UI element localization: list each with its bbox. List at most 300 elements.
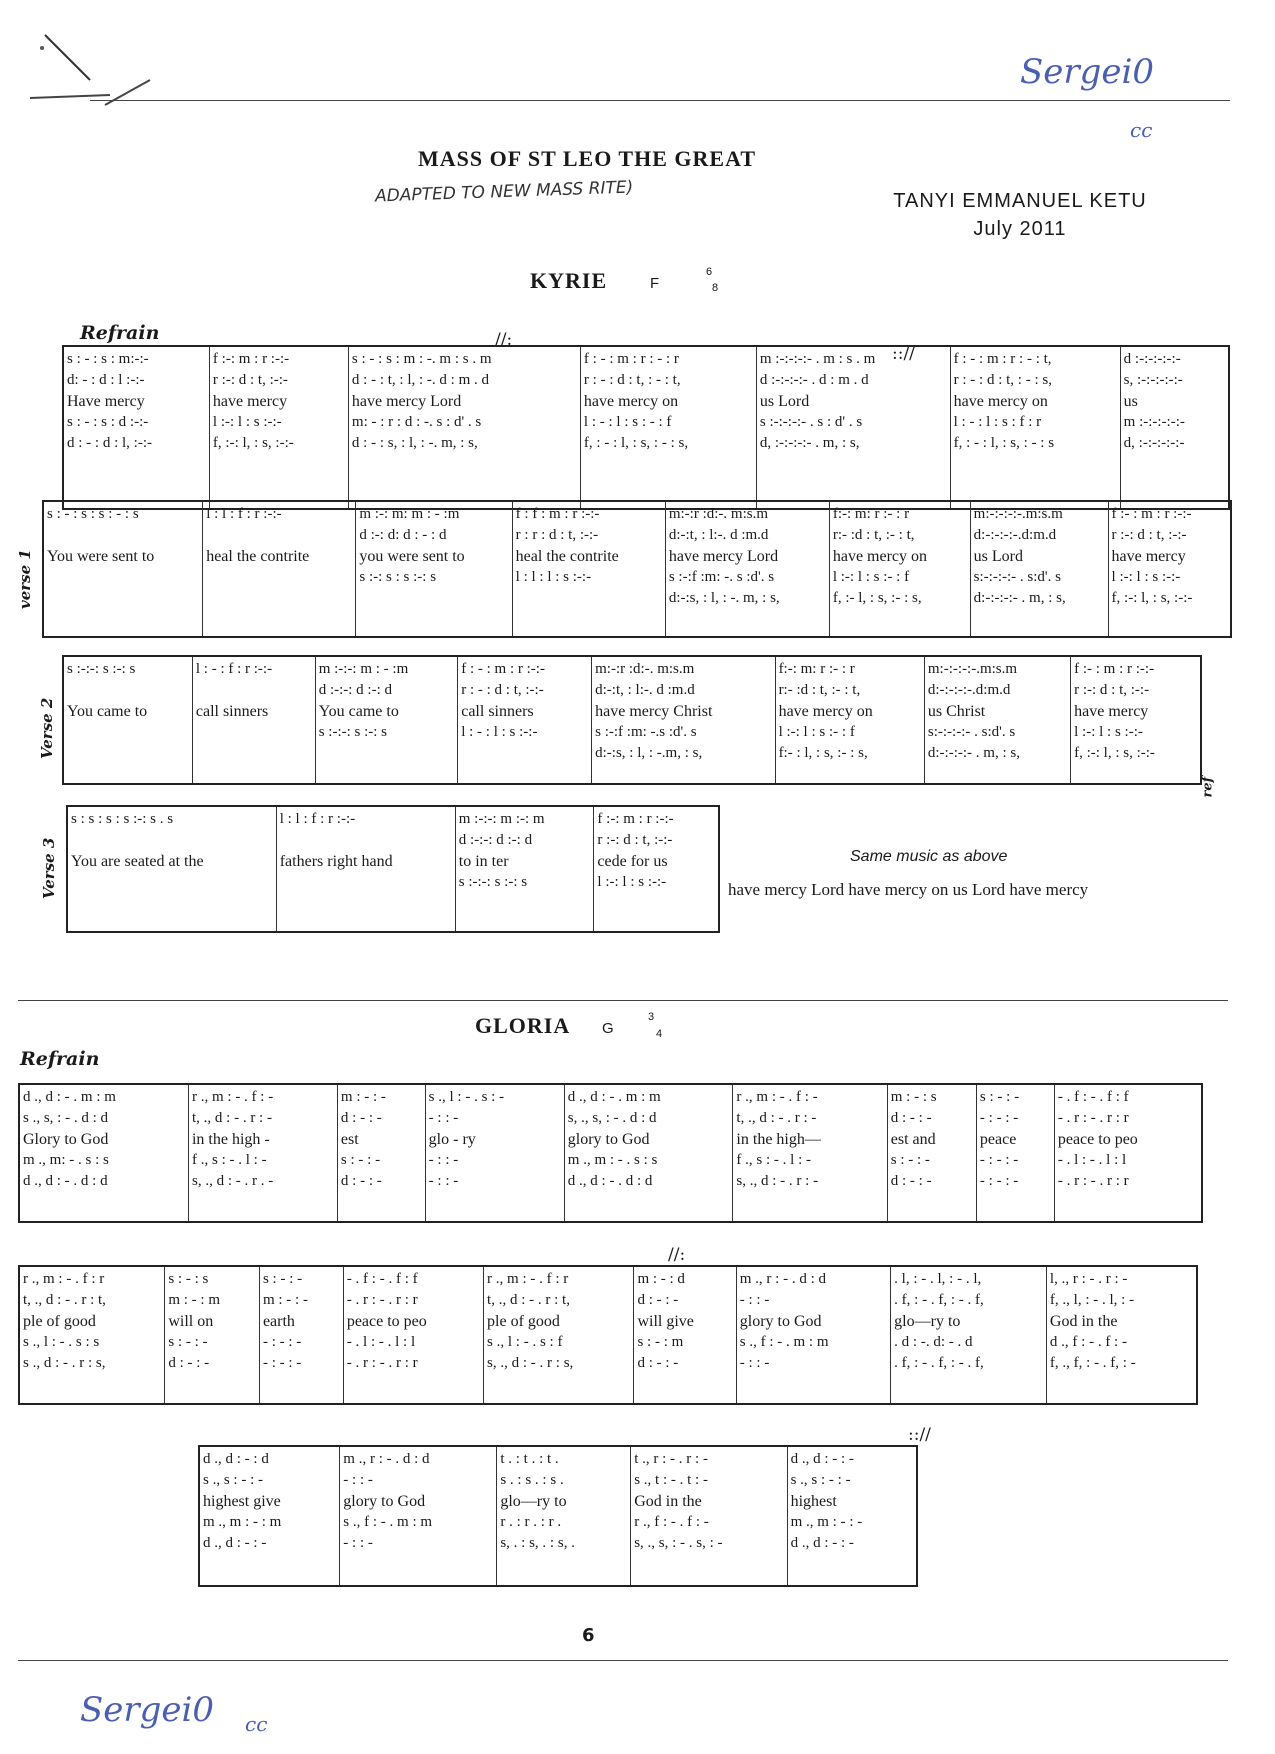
solfa-line: m :-:-: m : - :m <box>318 661 409 677</box>
measure-cell <box>950 346 1120 509</box>
same-music-note: Same music as above <box>850 848 1008 865</box>
solfa-line: d : - : - <box>340 1110 382 1126</box>
table-row <box>19 1084 1202 1222</box>
solfa-line: d :-:-:-:- . d : m . d <box>759 372 869 388</box>
solfa-line: s ., l : - . s : f <box>487 1334 563 1350</box>
gloria-row-2-table <box>18 1265 1198 1405</box>
solfa-line: d ., d : - : - <box>790 1451 854 1467</box>
solfa-line: - . f : - . f : f <box>346 1271 418 1287</box>
measure-cell <box>63 656 192 784</box>
lyric-line: glo—ry to <box>500 1493 567 1510</box>
solfa-line: r:- :d : t, :- : t, <box>778 682 861 698</box>
solfa-line: l :-: l : s :-:- <box>212 414 282 430</box>
measure-cell <box>356 501 512 637</box>
solfa-line: s :-:-: s :-: s <box>458 874 528 890</box>
solfa-line: d : - : - <box>637 1355 679 1371</box>
solfa-line: s ., d : - . r : s, <box>23 1355 106 1371</box>
solfa-line: m :-:-:-:- . m : s . m <box>759 351 876 367</box>
measure-cell <box>594 806 719 932</box>
measure-cell <box>1046 1266 1197 1404</box>
solfa-line: d : - : - <box>340 1173 382 1189</box>
solfa-line: m : - : - <box>262 1292 308 1308</box>
verse-1-label: verse 1 <box>16 549 34 609</box>
solfa-line: . f, : - . f, : - . f, <box>894 1292 984 1308</box>
solfa-line: r:- :d : t, :- : t, <box>832 527 915 543</box>
measure-cell <box>887 1084 976 1222</box>
solfa-line: s ., s : - : - <box>203 1472 263 1488</box>
solfa-line: - : - : - <box>262 1334 302 1350</box>
table-row <box>63 346 1229 509</box>
solfa-line: d ., d : - . d : d <box>567 1173 653 1189</box>
solfa-line: - : : - <box>428 1173 459 1189</box>
kyrie-repeat-end: ::// <box>892 344 915 364</box>
solfa-line: m:-:-:-:-.m:s.m <box>973 506 1063 522</box>
lyric-line: est and <box>890 1131 936 1148</box>
gloria-repeat-start: //: <box>668 1245 686 1265</box>
solfa-line: t, ., d : - . r : t, <box>23 1292 106 1308</box>
measure-cell <box>829 501 970 637</box>
solfa-line: d ., d : - : - <box>790 1535 854 1551</box>
solfa-line: r ., m : - . f : - <box>736 1089 818 1105</box>
kyrie-time-top: 6 <box>706 266 713 278</box>
measure-cell <box>1054 1084 1202 1222</box>
lyric-line: glory to God <box>343 1493 426 1510</box>
solfa-line: f, ., l, : - . l, : - <box>1049 1292 1135 1308</box>
solfa-line: d ., d : - : d <box>203 1451 269 1467</box>
measure-cell <box>337 1084 425 1222</box>
solfa-line: s : s : s : s :-: s . s <box>71 811 174 827</box>
solfa-line: l :-: l : s :- : f <box>832 569 910 585</box>
measure-cell <box>631 1446 787 1586</box>
solfa-line <box>280 872 452 893</box>
solfa-line <box>359 588 508 609</box>
solfa-line: m ., m : - : m <box>203 1514 282 1530</box>
lyric-line: glory to God <box>739 1313 822 1330</box>
gloria-time-top: 3 <box>648 1011 655 1023</box>
solfa-line <box>196 722 312 743</box>
measure-cell <box>343 1266 483 1404</box>
kyrie-title: KYRIE <box>530 268 608 293</box>
solfa-line: s, ., d : - . r . - <box>191 1173 274 1189</box>
solfa-line: s, ., s, : - . s, : - <box>634 1535 723 1551</box>
solfa-line: f, : - : l, : s, : - : s, <box>583 435 689 451</box>
lyric-line: God in the <box>634 1493 702 1510</box>
solfa-line: d : - : d : l, :-:- <box>67 435 152 451</box>
measure-cell <box>63 346 209 509</box>
measure-cell <box>67 806 276 932</box>
gloria-repeat-end: ::// <box>908 1425 931 1445</box>
solfa-line: d: - : d : l :-:- <box>67 372 145 388</box>
measure-cell <box>580 346 756 509</box>
solfa-line: r ., m : - . f : - <box>191 1089 274 1105</box>
kyrie-key: F <box>650 275 660 292</box>
lyric-line: in the high— <box>736 1131 821 1148</box>
lyric-line: in the high - <box>191 1131 270 1148</box>
verse-2-ref-note: ref <box>1200 776 1216 798</box>
lyric-line: have mercy on <box>778 703 873 720</box>
measure-cell <box>497 1446 631 1586</box>
solfa-line: f, :- l, : s, :- : s, <box>832 590 922 606</box>
handwritten-subtitle: ADAPTED TO NEW MASS RITE) <box>374 177 634 207</box>
lyric-line: Have mercy <box>67 393 145 410</box>
measure-cell <box>19 1084 188 1222</box>
kyrie-refrain-table <box>62 345 1230 510</box>
solfa-line <box>196 680 312 701</box>
solfa-line: s : - : - <box>168 1334 208 1350</box>
solfa-line: s : - : - <box>890 1152 930 1168</box>
solfa-line: - . r : - . r : r <box>1057 1173 1129 1189</box>
author-name: TANYI EMMANUEL KETU <box>893 190 1147 212</box>
lyric-line: cede for us <box>597 853 668 870</box>
solfa-line: s :-:f :m: -. s :d'. s <box>668 569 775 585</box>
measure-cell <box>19 1266 165 1404</box>
lyric-line: you were sent to <box>359 548 465 565</box>
lyric-line: glo—ry to <box>894 1313 961 1330</box>
solfa-line: r :-: d : t, :-:- <box>212 372 288 388</box>
measure-cell <box>259 1266 343 1404</box>
kyrie-refrain-label: Refrain <box>80 322 160 344</box>
solfa-line: s : - : s : s : - : s <box>47 506 139 522</box>
solfa-line: f :- : m : r :-:- <box>1111 506 1192 522</box>
scan-marks <box>20 20 170 120</box>
gloria-refrain-label: Refrain <box>20 1048 100 1070</box>
solfa-line <box>71 872 273 893</box>
solfa-line: t, ., d : - . r : - <box>191 1110 272 1126</box>
kyrie-verse-1-table <box>42 500 1232 638</box>
solfa-line: - : : - <box>428 1152 459 1168</box>
solfa-line: l : - : l : s : - : f <box>583 414 672 430</box>
solfa-line: - . l : - . l : l <box>1057 1152 1127 1168</box>
gloria-time-bottom: 4 <box>656 1028 663 1040</box>
solfa-line: r ., m : - . f : r <box>487 1271 569 1287</box>
solfa-line <box>67 743 189 764</box>
lyric-line: have mercy <box>212 393 288 410</box>
measure-cell <box>188 1084 337 1222</box>
lyric-line: call sinners <box>195 703 269 720</box>
solfa-line: r :-: d : t, :-:- <box>1074 682 1150 698</box>
solfa-line <box>71 830 273 851</box>
measure-cell <box>592 656 775 784</box>
solfa-line: m : - : - <box>340 1089 386 1105</box>
solfa-line: - : : - <box>739 1355 770 1371</box>
solfa-line: f :-: m : r :-:- <box>597 811 674 827</box>
lyric-line: call sinners <box>461 703 534 720</box>
page-title: MASS OF ST LEO THE GREAT <box>418 146 756 171</box>
solfa-line: d:-:-:-:-.d:m.d <box>927 682 1011 698</box>
solfa-line: d:-:t, : l:-. d :m.d <box>595 682 695 698</box>
solfa-line: s ., f : - . m : m <box>343 1514 433 1530</box>
solfa-line: s, ., d : - . r : s, <box>487 1355 574 1371</box>
solfa-line <box>67 722 189 743</box>
solfa-line: r : r : d : t, :-:- <box>515 527 599 543</box>
solfa-line: d ., f : - . f : - <box>1049 1334 1127 1350</box>
solfa-line: s :-:-: s :-: s <box>67 661 136 677</box>
kyrie-repeat-start: //: <box>495 330 513 350</box>
solfa-line: s:-:-:-:- . s:d'. s <box>927 724 1016 740</box>
measure-cell <box>276 806 455 932</box>
measure-cell <box>192 656 315 784</box>
table-row <box>19 1266 1197 1404</box>
solfa-line: l : l : l : s :-:- <box>515 569 592 585</box>
solfa-line <box>206 525 352 546</box>
lyric-line: highest <box>790 1493 837 1510</box>
solfa-line: l :-: l : s :-:- <box>1074 724 1143 740</box>
solfa-line: m:-:r :d:-. m:s.m <box>668 506 769 522</box>
lyric-line: You came to <box>318 703 399 720</box>
measure-cell <box>1108 501 1231 637</box>
measure-cell <box>209 346 348 509</box>
solfa-line: l :-: l : s :-:- <box>597 874 667 890</box>
verse-2-label: Verse 2 <box>38 697 56 759</box>
header-rule-top <box>90 100 1230 101</box>
measure-cell <box>199 1446 340 1586</box>
solfa-line: r : - : d : t, :-:- <box>461 682 544 698</box>
solfa-line: f, :-: l, : s, :-:- <box>1111 590 1193 606</box>
lyric-line: will on <box>168 1313 214 1330</box>
measure-cell <box>425 1084 564 1222</box>
lyric-line: us Christ <box>927 703 986 720</box>
lyric-line: You came to <box>67 703 148 720</box>
measure-cell <box>458 656 592 784</box>
solfa-line: f, : - : l, : s, : - : s <box>953 435 1055 451</box>
solfa-line: m :-:-:-:-:- <box>1123 414 1185 430</box>
table-row <box>67 806 719 932</box>
solfa-line: l :-: l : s :-:- <box>1111 569 1181 585</box>
solfa-line: - . r : - . r : r <box>346 1355 418 1371</box>
solfa-line: d ., d : - . d : d <box>23 1173 108 1189</box>
solfa-line: r . : r . : r . <box>500 1514 562 1530</box>
solfa-line: s, ., d : - . r : - <box>736 1173 819 1189</box>
solfa-line <box>206 567 352 588</box>
lyric-line: fathers right hand <box>279 853 393 870</box>
solfa-line: f :-: m : r :-:- <box>212 351 290 367</box>
lyric-line: have mercy Lord <box>668 548 779 565</box>
measure-cell <box>1120 346 1229 509</box>
lyric-line: us Lord <box>759 393 810 410</box>
measure-cell <box>634 1266 736 1404</box>
measure-cell <box>203 501 356 637</box>
solfa-line: s :-:-: s :-: s <box>318 724 388 740</box>
solfa-line: l :-: l : s :- : f <box>778 724 855 740</box>
lyric-line: earth <box>262 1313 295 1330</box>
solfa-line: - : : - <box>343 1472 373 1488</box>
solfa-line: f, :-: l, : s, :-:- <box>1074 745 1155 761</box>
solfa-line: t, ., d : - . r : - <box>736 1110 817 1126</box>
solfa-line: s : - : - <box>979 1089 1020 1105</box>
measure-cell <box>756 346 950 509</box>
measure-cell <box>484 1266 634 1404</box>
solfa-line: t ., r : - . r : - <box>634 1451 708 1467</box>
solfa-line: - : - : - <box>262 1355 302 1371</box>
solfa-line: s:-:-:-:- . s:d'. s <box>973 569 1061 585</box>
solfa-line: . f, : - . f, : - . f, <box>894 1355 984 1371</box>
solfa-line: - : - : - <box>979 1152 1019 1168</box>
solfa-line: d :-: d: d : - : d <box>359 527 447 543</box>
solfa-line: f:-: m: r :- : r <box>778 661 855 677</box>
solfa-line: f : - : m : r :-:- <box>461 661 545 677</box>
measure-cell <box>1071 656 1201 784</box>
solfa-line: - : : - <box>428 1110 459 1126</box>
signature-top: Sergei0 <box>1020 52 1155 92</box>
solfa-line: s, ., s, : - . d : d <box>567 1110 657 1126</box>
solfa-line: - : : - <box>343 1535 373 1551</box>
lyric-line: heal the contrite <box>515 548 619 565</box>
solfa-line: s, :-:-:-:-:- <box>1123 372 1183 388</box>
solfa-line: r :-: d : t, :-:- <box>597 832 673 848</box>
solfa-line: s, . : s, . : s, . <box>500 1535 575 1551</box>
footer-rule <box>18 1660 1228 1661</box>
solfa-line: s ., l : - . s : - <box>428 1089 505 1105</box>
composition-date: July 2011 <box>973 218 1067 240</box>
lyric-line: highest give <box>203 1493 281 1510</box>
lyric-line: peace to peo <box>346 1313 427 1330</box>
solfa-line: s : - : - <box>340 1152 381 1168</box>
solfa-line: d : - : - <box>637 1292 679 1308</box>
solfa-line: f, ., f, : - . f, : - <box>1049 1355 1136 1371</box>
lyric-line: peace <box>979 1131 1017 1148</box>
solfa-line: - : - : - <box>979 1173 1019 1189</box>
measure-cell <box>564 1084 733 1222</box>
solfa-line: f : - : m : r : - : r <box>583 351 679 367</box>
solfa-line: l : l : f : r :-:- <box>279 811 356 827</box>
lyric-line: us <box>1123 393 1138 410</box>
measure-cell <box>733 1084 887 1222</box>
lyric-line: Glory to God <box>23 1131 109 1148</box>
solfa-line: d :-:-: d :-: d <box>458 832 533 848</box>
measure-cell <box>665 501 829 637</box>
solfa-line: f:- : l, : s, :- : s, <box>778 745 868 761</box>
solfa-line: d : - : - <box>890 1173 932 1189</box>
solfa-line <box>47 567 199 588</box>
solfa-line: d : - : t, : l, : -. d : m . d <box>351 372 489 388</box>
solfa-line: - . r : - . r : r <box>346 1292 418 1308</box>
solfa-line: r ., f : - . f : - <box>634 1514 709 1530</box>
solfa-line: s ., l : - . s : s <box>23 1334 100 1350</box>
measure-cell <box>315 656 458 784</box>
solfa-line <box>459 893 591 914</box>
measure-cell <box>891 1266 1047 1404</box>
lyric-line: will give <box>637 1313 694 1330</box>
lyric-line: God in the <box>1049 1313 1118 1330</box>
table-row <box>43 501 1231 637</box>
solfa-line: l : l : f : r :-:- <box>206 506 282 522</box>
lyric-line: ple of good <box>487 1313 560 1330</box>
solfa-line: . d : -. d: - . d <box>894 1334 973 1350</box>
solfa-line: m ., r : - . d : d <box>343 1451 430 1467</box>
solfa-line: l, ., r : - . r : - <box>1049 1271 1128 1287</box>
lyric-line: glory to God <box>567 1131 650 1148</box>
solfa-line <box>319 743 455 764</box>
lyric-line: have mercy Lord <box>351 393 462 410</box>
solfa-line: f, :-: l, : s, :-:- <box>212 435 294 451</box>
solfa-line: d:-:s, : l, : -.m, : s, <box>595 745 703 761</box>
solfa-line: s :-: s : s :-: s <box>359 569 437 585</box>
solfa-line: s : - : m <box>637 1334 684 1350</box>
solfa-line <box>280 893 452 914</box>
solfa-line: s :-:f :m: -.s :d'. s <box>595 724 697 740</box>
lyric-line: ple of good <box>23 1313 96 1330</box>
solfa-line: l : - : l : s : f : r <box>953 414 1042 430</box>
solfa-line <box>206 588 352 609</box>
solfa-line: - : : - <box>739 1292 770 1308</box>
solfa-line: l : - : f : r :-:- <box>195 661 273 677</box>
solfa-line: m : - : s <box>890 1089 937 1105</box>
solfa-line: d, :-:-:-:-:- <box>1123 435 1185 451</box>
solfa-line: m ., r : - . d : d <box>739 1271 826 1287</box>
solfa-line: s ., t : - . t : - <box>634 1472 708 1488</box>
measure-cell <box>455 806 594 932</box>
solfa-line: t, ., d : - . r : t, <box>487 1292 570 1308</box>
solfa-line: s ., f : - . m : m <box>739 1334 829 1350</box>
verse-3-continuation: have mercy Lord have mercy on us Lord have mercy <box>728 880 1089 899</box>
solfa-line: r :-: d : t, :-:- <box>1111 527 1187 543</box>
solfa-line: s ., s : - : - <box>790 1472 851 1488</box>
measure-cell <box>787 1446 917 1586</box>
solfa-line: - . r : - . r : r <box>1057 1110 1129 1126</box>
solfa-line: f ., s : - . l : - <box>191 1152 267 1168</box>
solfa-line: t . : t . : t . <box>500 1451 559 1467</box>
solfa-line: d : - : s, : l, : -. m, : s, <box>351 435 478 451</box>
solfa-line: d : - : - <box>890 1110 932 1126</box>
measure-cell <box>165 1266 260 1404</box>
lyric-line: have mercy <box>1074 703 1149 720</box>
solfa-line: m:-:r :d:-. m:s.m <box>595 661 695 677</box>
solfa-line: f :- : m : r :-:- <box>1074 661 1155 677</box>
solfa-line: m ., m : - : - <box>790 1514 863 1530</box>
solfa-line: s : - : s : m:-:- <box>67 351 149 367</box>
lyric-line: You were sent to <box>47 548 155 565</box>
kyrie-verse-2-table <box>62 655 1202 785</box>
solfa-line: . l, : - . l, : - . l, <box>894 1271 982 1287</box>
lyric-line: have mercy on <box>832 548 928 565</box>
gloria-title: GLORIA <box>475 1013 571 1038</box>
solfa-line: d ., d : - : - <box>203 1535 267 1551</box>
solfa-line: - . f : - . f : f <box>1057 1089 1129 1105</box>
measure-cell <box>348 346 580 509</box>
signature-bottom-suffix: cc <box>245 1712 268 1736</box>
measure-cell <box>924 656 1070 784</box>
lyric-line: est <box>340 1131 359 1148</box>
gloria-row-1-table <box>18 1083 1203 1223</box>
solfa-line <box>67 680 189 701</box>
solfa-line: s : - : - <box>262 1271 303 1287</box>
solfa-line: - . l : - . l : l <box>346 1334 416 1350</box>
measure-cell <box>736 1266 890 1404</box>
solfa-line: l : - : l : s :-:- <box>461 724 538 740</box>
measure-cell <box>970 501 1108 637</box>
solfa-line: r : - : d : t, : - : t, <box>583 372 681 388</box>
kyrie-divider <box>18 1000 1228 1001</box>
lyric-line: have mercy Christ <box>595 703 713 720</box>
measure-cell <box>43 501 203 637</box>
solfa-line <box>47 588 199 609</box>
solfa-line: m :-: m: m : - :m <box>359 506 460 522</box>
solfa-line <box>280 830 452 851</box>
table-row <box>63 656 1201 784</box>
solfa-line: d ., d : - . m : m <box>567 1089 661 1105</box>
lyric-line: have mercy <box>1111 548 1186 565</box>
lyric-line: heal the contrite <box>206 548 310 565</box>
lyric-line: glo - ry <box>428 1131 476 1148</box>
solfa-line: d :-:-: d :-: d <box>318 682 393 698</box>
solfa-line: r ., m : - . f : r <box>23 1271 105 1287</box>
kyrie-verse-3-table <box>66 805 720 933</box>
gloria-key: G <box>602 1020 614 1037</box>
solfa-line: f ., s : - . l : - <box>736 1152 811 1168</box>
measure-cell <box>512 501 665 637</box>
solfa-line: f:-: m: r :- : r <box>832 506 910 522</box>
solfa-line: s : - : s <box>168 1271 209 1287</box>
